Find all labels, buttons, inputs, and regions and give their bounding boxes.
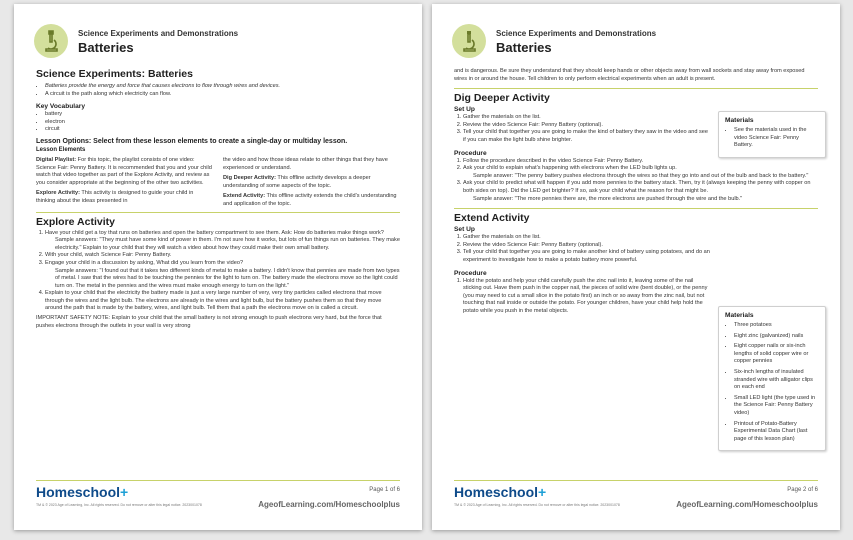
- element-label: Explore Activity:: [36, 190, 80, 197]
- lesson-elements: [36, 157, 400, 209]
- safety-note: IMPORTANT SAFETY NOTE: Explain to your child that the small battery is not strong enough to push electrons very hard, but the force that pushes electrons through the outlets in your wall is very strong: [36, 315, 382, 329]
- step-answer: Sample answers: "They must have some kind of power in them. I'm not sure how it works, but lots of fun things run on batteries. They make electricity." Explain to your child that they will watch a video about how they could make their own small battery.: [55, 237, 400, 251]
- explore-heading: Explore Activity: [36, 215, 115, 228]
- step-text: Engage your child in a discussion by asking, What did you learn from the video?: [45, 259, 244, 266]
- setup-heading: Set Up: [454, 226, 475, 234]
- brand-logo: [454, 484, 546, 500]
- element-label: Dig Deeper Activity:: [223, 175, 276, 182]
- materials-heading: Materials: [725, 117, 754, 124]
- page-number: Page 2 of 6: [787, 487, 818, 493]
- page-footer: [36, 480, 400, 520]
- dig-deeper-section: [454, 92, 712, 114]
- page-2: [432, 4, 840, 530]
- microscope-icon: [34, 24, 68, 58]
- microscope-icon: [452, 24, 486, 58]
- step-text: Ask your child to explain what's happening with electrons when the LED bulb lights up.: [463, 165, 677, 172]
- extend-materials-box: [718, 306, 826, 451]
- list-item: 2. Review the video Science Fair: Penny Battery (optional).: [463, 242, 712, 250]
- element-text: This offline activity develops a deeper understanding of some aspects of the topic.: [223, 175, 371, 189]
- brand-name: Homeschool: [454, 484, 539, 500]
- element-text: This offline activity extends the child's understanding and application of the topic.: [223, 193, 397, 207]
- list-item: 1. Gather the materials on the list.: [463, 234, 712, 242]
- list-item: [45, 290, 400, 313]
- page-1: [14, 4, 422, 530]
- list-item: 1. Gather the materials on the list.: [463, 114, 712, 122]
- legal-notice: TM & © 2023 Age of Learning, Inc. All rights reserved. Do not remove or alter this legal notice. 2023001078: [36, 503, 202, 507]
- page-heading: Science Experiments: Batteries: [36, 68, 193, 80]
- list-item: [45, 230, 400, 253]
- materials-heading: Materials: [725, 312, 754, 319]
- list-item: [463, 158, 818, 166]
- footer-url[interactable]: AgeofLearning.com/Homeschoolplus: [258, 500, 400, 509]
- vocab-heading: Key Vocabulary: [36, 103, 85, 111]
- legal-notice: TM & © 2023 Age of Learning, Inc. All rights reserved. Do not remove or alter this legal notice. 2023001078: [454, 503, 620, 507]
- list-item: [45, 260, 400, 290]
- list-item: 3. Tell your child that together you are going to make another kind of battery using potatoes, and do an experiment to investigate how to make a potato battery more powerful.: [463, 249, 712, 264]
- list-item: • Batteries provide the energy and force that causes electrons to flow through wires and devices.: [45, 83, 400, 91]
- divider: [36, 212, 400, 213]
- list-item: • circuit: [45, 126, 400, 134]
- list-item: • Printout of Potato-Battery Experimental Data Chart (last page of this lesson plan): [734, 421, 819, 444]
- procedure-heading: Procedure: [454, 269, 487, 277]
- element-text: the video and how those ideas relate to other things that they have experienced or understand.: [223, 156, 388, 171]
- list-item: [463, 180, 818, 203]
- step-text: Explain to your child that the electricity the battery made is just a very large number of very, very tiny particles called electrons that move through the wires and the light bulb. The electrons are already in the wires and light bulb, but the battery pushes them so that they move around the path that is made by the battery, wires, and light bulb. Tell them that a path the electrons move on is called a circuit.: [45, 290, 382, 312]
- list-item: • Eight copper nails or six-inch lengths of solid copper wire or copper pennies: [734, 343, 819, 366]
- list-item: • battery: [45, 111, 400, 119]
- list-item: • A circuit is the path along which electricity can flow.: [45, 91, 400, 99]
- element-text: This activity is designed to guide your child in thinking about the ideas presented in: [36, 190, 194, 204]
- list-item: 2. Review the video Science Fair: Penny Battery (optional).: [463, 122, 712, 130]
- page-footer: [454, 480, 818, 520]
- divider: [454, 480, 818, 481]
- divider: [454, 208, 818, 209]
- list-item: • Eight zinc (galvanized) nails: [734, 333, 819, 341]
- header-subtitle: Science Experiments and Demonstrations: [496, 29, 657, 38]
- list-item: • Three potatoes: [734, 322, 819, 330]
- page-1-body: [36, 68, 400, 330]
- element-desc: [36, 157, 213, 187]
- step-answer: Sample answers: "I found out that it takes two different kinds of metal to make a battery. I didn't know that pennies are made from two types of metal. I saw that the wires had to be touching the pennies for the light to turn on. The battery made the electrons move so the light could turn on. The metal in the pennies and the wires must make enough energy to turn on the light.": [55, 267, 400, 289]
- extend-procedure-list: [454, 278, 712, 316]
- step-text: Have your child get a toy that runs on batteries and open the battery compartment to see them. Ask: How do batteries make things work?: [45, 229, 384, 236]
- element-desc: [223, 193, 400, 208]
- list-item: [45, 252, 400, 260]
- list-item: 3. Tell your child that together you are going to make the kind of battery they saw in the video and see if you can make the light bulb shine brighter.: [463, 129, 712, 144]
- element-label: Digital Playlist:: [36, 156, 77, 163]
- header-subtitle: Science Experiments and Demonstrations: [78, 29, 239, 38]
- setup-heading: Set Up: [454, 106, 475, 114]
- list-item: [463, 165, 818, 180]
- footer-url[interactable]: AgeofLearning.com/Homeschoolplus: [676, 500, 818, 509]
- brand-plus: +: [538, 484, 547, 500]
- procedure-heading: Procedure: [454, 149, 487, 157]
- list-item: • Six-inch lengths of insulated stranded wire with alligator clips on each end: [734, 369, 819, 392]
- lesson-options: Lesson Options: Select from these lesson elements to create a single-day or multiday lesson.: [36, 137, 348, 145]
- divider: [36, 480, 400, 481]
- element-label: Extend Activity:: [223, 193, 266, 200]
- element-desc: [36, 190, 213, 205]
- divider: [454, 88, 818, 89]
- extend-section: [454, 212, 712, 315]
- step-answer: Sample answer: "The penny battery pushes electrons through the wires so that they go into and out of the bulb and back to the battery.": [473, 172, 809, 179]
- intro-list: [36, 83, 400, 98]
- dig-procedure-list: [454, 158, 818, 204]
- brand-name: Homeschool: [36, 484, 121, 500]
- list-item: • Small LED light (the type used in the Science Fair: Penny Battery video): [734, 395, 819, 418]
- element-desc: [223, 175, 400, 190]
- dig-deeper-heading: Dig Deeper Activity: [454, 92, 550, 105]
- page-2-body: [454, 68, 818, 315]
- extend-setup-list: [454, 234, 712, 264]
- vocab-list: [36, 111, 400, 134]
- step-text: Follow the procedure described in the video Science Fair: Penny Battery.: [463, 157, 644, 164]
- step-answer: Sample answer: "The more pennies there are, the more electrons are pushed through the wire and the bulb.": [473, 195, 743, 202]
- header-title: Batteries: [496, 40, 552, 55]
- lesson-elements-heading: Lesson Elements: [36, 146, 86, 153]
- element-desc: [223, 157, 400, 172]
- extend-heading: Extend Activity: [454, 212, 530, 225]
- step-text: With your child, watch Science Fair: Penny Battery.: [45, 252, 172, 259]
- page-number: Page 1 of 6: [369, 487, 400, 493]
- list-item: • electron: [45, 119, 400, 127]
- element-text: For this topic, the playlist consists of one video: Science Fair: Penny Battery. It is recommended that you and your child watch that video together as part of the Explore Activity, and review as you consider appropriate at the beginning of the other two activities.: [36, 156, 212, 186]
- list-item: • See the materials used in the video Science Fair: Penny Battery.: [734, 127, 819, 150]
- brand-logo: [36, 484, 128, 500]
- dig-setup-list: [454, 114, 712, 144]
- list-item: 1. Hold the potato and help your child carefully push the zinc nail into it, leaving some of the nail sticking out. Have them push in the copper nail, the pieces of solid wire (bent double), or the penny (you may need to cut a small slice in the potato first) an inch or so away from the zinc nail, but not touching that nail inside or outside the potato. For younger children, have your child help hold the potato while you push in the metal objects.: [463, 278, 712, 316]
- dig-materials-box: [718, 111, 826, 158]
- brand-plus: +: [120, 484, 129, 500]
- step-text: Ask your child to predict what will happen if you add more pennies to the battery stack. Then, try it (always keeping the penny with copper on both sides on top). Did the LED get brighter? If so, ask your child what the reason for that might be.: [463, 180, 811, 194]
- continued-text: and is dangerous. Be sure they understand that they should keep hands or other objects away from wall sockets and stay away from exposed wires in or around the house. Tell children to only perform electrical experiments when an adult is present.: [454, 68, 805, 82]
- header-title: Batteries: [78, 40, 134, 55]
- explore-steps: [36, 230, 400, 314]
